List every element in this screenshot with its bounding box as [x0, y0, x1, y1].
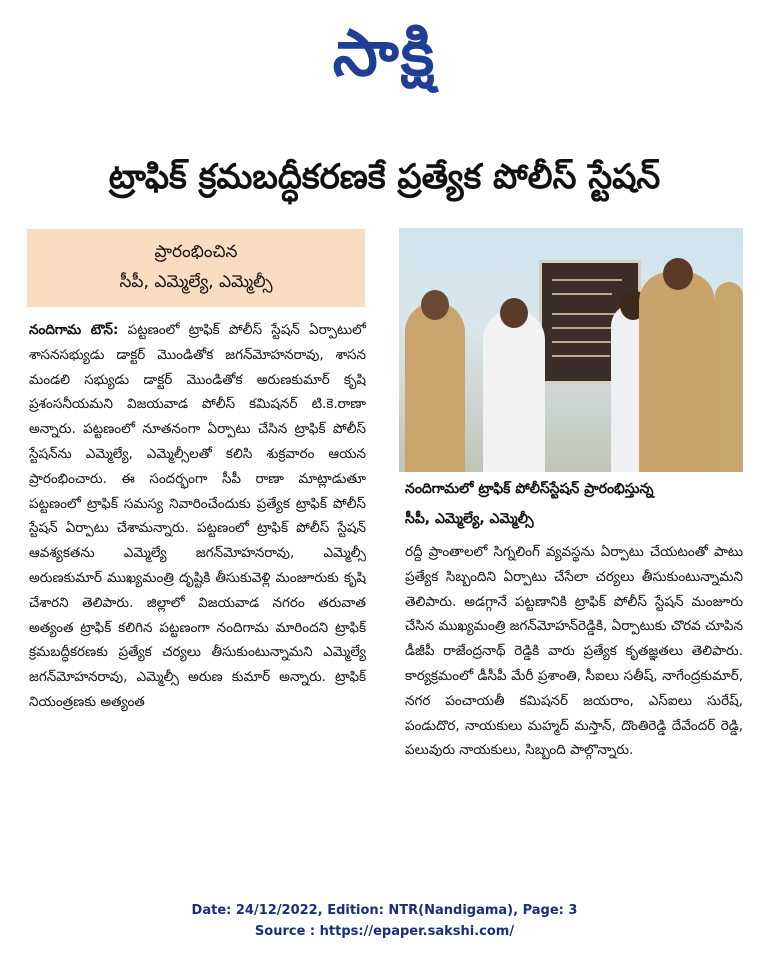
subheading-box [27, 229, 365, 307]
article-column-left [29, 318, 366, 866]
photo-person-cp [639, 272, 715, 472]
subheading-line-1: ప్రారంభించిన [154, 242, 238, 262]
source-link[interactable]: Source : https://epaper.sakshi.com/ [254, 924, 515, 939]
photo-person-mla [483, 310, 545, 472]
subheading-line-2: సీపీ, ఎమ్మెల్యే, ఎమ్మెల్సీ [119, 272, 273, 292]
photo-caption-line-1: నందిగామలో ట్రాఫిక్ పోలీస్‌స్టేషన్ ప్రారంభిస్తున్న [405, 481, 654, 497]
photo-person-dcp [405, 302, 465, 472]
article-body-right: రద్దీ ప్రాంతాలలో సిగ్నలింగ్ వ్యవస్థను ఏర్పాటు చేయటంతో పాటు ప్రత్యేక సిబ్బందిని ఏర్పాటు చేసేలా చర్యలు తీసుకుంటున్నామని తెలిపారు. అడగ్గానే పట్టణానికి ట్రాఫిక్ పోలీస్ స్టేషన్ మంజూరు చేసిన ముఖ్యమంత్రి జగన్‌మోహన్‌రెడ్డికి, ఏర్పాటుకు చొరవ చూపిన డీజీపీ రాజేంద్రనాథ్ రెడ్డికి వారు ప్రత్యేక కృతజ్ఞతలు తెలిపారు. కార్యక్రమంలో డీసీపీ మేరీ ప్రశాంతి, సీఐలు సతీష్, నాగేంద్రకుమార్, నగర పంచాయతీ కమిషనర్ జయరాం, ఎస్ఐలు సురేష్, పండుదొర, నాయకులు మహ్మద్ మస్తాన్, దొంతిరెడ్డి దేవేందర్ రెడ్డి, పలువురు నాయకులు, సిబ్బంది పాల్గొన్నారు. [405, 544, 743, 759]
photo-caption-line-2: సీపీ, ఎమ్మెల్యే, ఎమ్మెల్సీ [405, 511, 534, 527]
edition-info: Date: 24/12/2022, Edition: NTR(Nandigama), Page: 3 [191, 903, 578, 918]
article-headline: ట్రాఫిక్ క్రమబద్ధీకరణకే ప్రత్యేక పోలీస్ స్టేషన్ [108, 157, 661, 197]
masthead-logo: సాక్షి [332, 17, 437, 91]
article-column-right [405, 540, 743, 870]
article-dateline: నందిగామ టౌన్: [29, 322, 119, 338]
article-body-left: పట్టణంలో ట్రాఫిక్ పోలీస్ స్టేషన్ ఏర్పాటులో శాసనసభ్యుడు డాక్టర్ మొండితోక జగన్‌మోహనరావు, శాసన మండలి సభ్యుడు డాక్టర్ మొండితోక అరుణకుమార్ కృషి ప్రశంసనీయమని విజయవాడ పోలీస్ కమిషనర్ టి.కె.రాణా అన్నారు. పట్టణంలో నూతనంగా ఏర్పాటు చేసిన ట్రాఫిక్ పోలీస్ స్టేషన్‌ను ఎమ్మెల్యే, ఎమ్మెల్సీలతో కలిసి శుక్రవారం ఆయన ప్రారంభించారు. ఈ సందర్భంగా సీపీ రాణా మాట్లాడుతూ పట్టణంలో ట్రాఫిక్ సమస్య నివారించేందుకు ప్రత్యేక ట్రాఫిక్ పోలీస్ స్టేషన్ ఏర్పాటు చేశామన్నారు. పట్టణంలో ట్రాఫిక్ పోలీస్ స్టేషన్ ఆవశ్యకతను ఎమ్మెల్యే జగన్‌మోహనరావు, ఎమ్మెల్సీ అరుణకుమార్ ముఖ్యమంత్రి దృష్టికి తీసుకువెళ్లి మంజూరుకు కృషి చేశారని తెలిపారు. జిల్లాలో విజయవాడ నగరం తరువాత అత్యంత ట్రాఫిక్ కలిగిన పట్టణంగా నందిగామ మారిందని ట్రాఫిక్ క్రమబద్ధీకరణకు ప్రత్యేక చర్యలు తీసుకుంటున్నామని ఎమ్మెల్యే జగన్‌మోహనరావు, ఎమ్మెల్సీ అరుణ కుమార్ అన్నారు. ట్రాఫిక్ నియంత్రణకు అత్యంత [29, 322, 366, 710]
photo-caption [405, 474, 743, 534]
news-photo [399, 228, 743, 472]
photo-person-officer [715, 282, 743, 472]
